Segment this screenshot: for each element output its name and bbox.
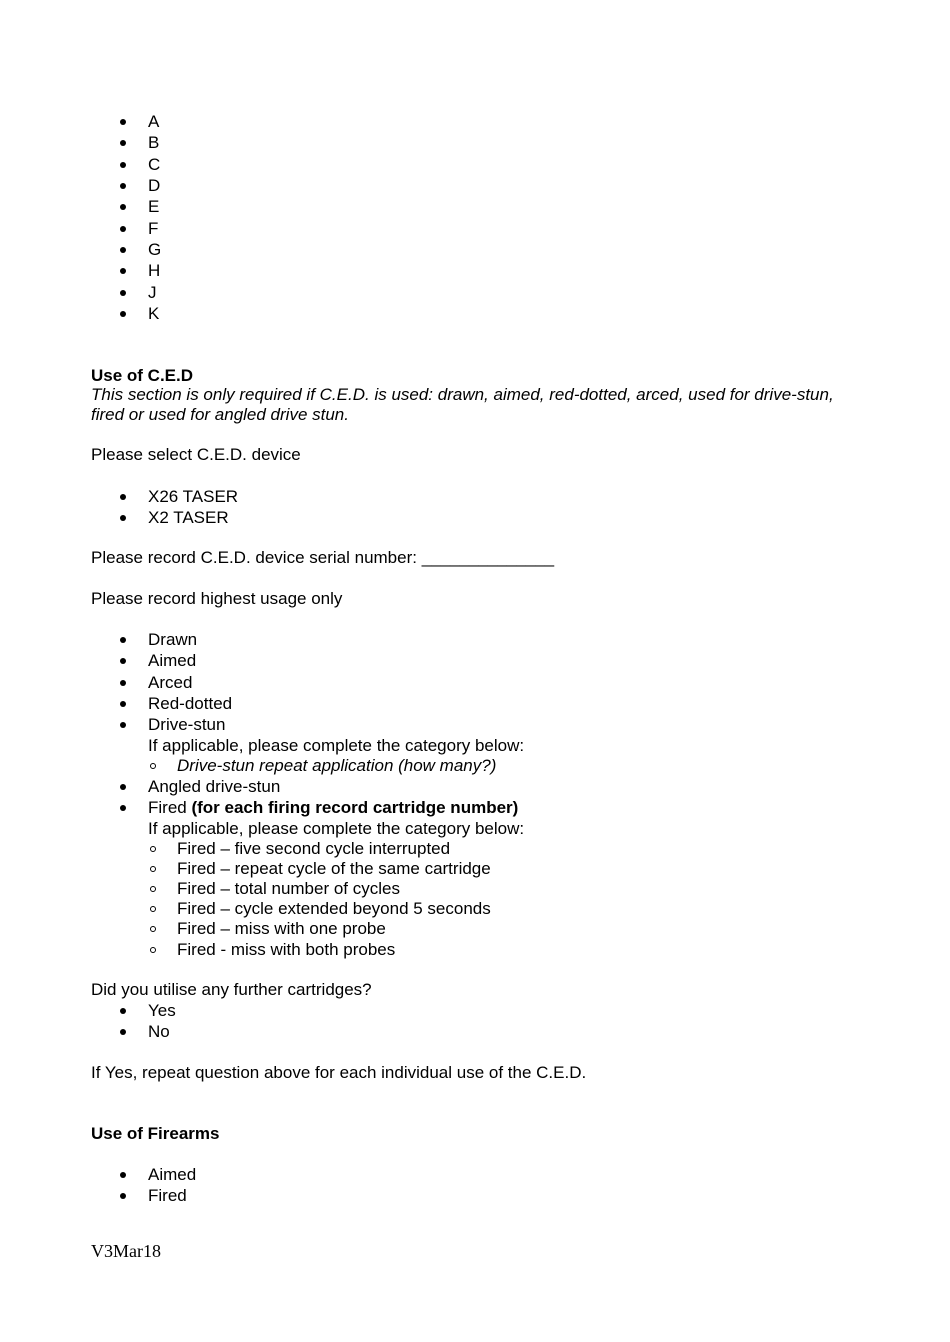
ced-intro-line2: fired or used for angled drive stun. <box>91 405 349 424</box>
bullet <box>120 701 126 707</box>
version-footer: V3Mar18 <box>91 1241 161 1261</box>
sub-bullet <box>150 947 156 953</box>
bullet <box>120 1008 126 1014</box>
list-item: K <box>148 304 160 323</box>
fired-note: If applicable, please complete the category below: <box>148 819 525 838</box>
list-item: D <box>148 176 161 195</box>
bullet <box>120 1029 126 1035</box>
further-option: No <box>148 1022 170 1041</box>
bullet <box>120 1193 126 1199</box>
fired-sub-item: Fired – repeat cycle of the same cartridge <box>177 859 491 878</box>
bullet <box>120 290 126 296</box>
usage-item-fired <box>148 797 518 818</box>
further-cartridges-prompt: Did you utilise any further cartridges? <box>91 980 372 999</box>
firearms-item: Aimed <box>148 1165 197 1184</box>
sub-bullet <box>150 926 156 932</box>
bullet <box>120 637 126 643</box>
fired-label: Fired <box>148 798 187 817</box>
drive-stun-sub-item: Drive-stun repeat application (how many?) <box>177 756 497 775</box>
fired-sub-item: Fired - miss with both probes <box>177 940 396 959</box>
bullet <box>120 680 126 686</box>
device-option: X2 TASER <box>148 508 229 527</box>
bullet <box>120 658 126 664</box>
drive-stun-note: If applicable, please complete the category below: <box>148 736 525 755</box>
fired-sub-item: Fired – miss with one probe <box>177 919 386 938</box>
fired-bold-note: (for each firing record cartridge number) <box>191 798 519 817</box>
bullet <box>120 268 126 274</box>
list-item: E <box>148 197 160 216</box>
bullet <box>120 204 126 210</box>
usage-item: Angled drive-stun <box>148 777 281 796</box>
further-option: Yes <box>148 1001 176 1020</box>
sub-bullet <box>150 886 156 892</box>
bullet <box>120 784 126 790</box>
list-item: A <box>148 112 160 131</box>
bullet <box>120 183 126 189</box>
firearms-item: Fired <box>148 1186 187 1205</box>
bullet <box>120 805 126 811</box>
usage-item: Drawn <box>148 630 198 649</box>
list-item: B <box>148 133 160 152</box>
sub-bullet <box>150 763 156 769</box>
fired-sub-item: Fired – five second cycle interrupted <box>177 839 451 858</box>
firearms-heading: Use of Firearms <box>91 1124 220 1143</box>
bullet <box>120 226 126 232</box>
list-item: G <box>148 240 162 259</box>
fired-sub-item: Fired – total number of cycles <box>177 879 400 898</box>
list-item: H <box>148 261 161 280</box>
usage-item: Arced <box>148 673 193 692</box>
bullet <box>120 162 126 168</box>
fired-sub-item: Fired – cycle extended beyond 5 seconds <box>177 899 491 918</box>
repeat-note: If Yes, repeat question above for each individual use of the C.E.D. <box>91 1063 587 1082</box>
bullet <box>120 140 126 146</box>
list-item: C <box>148 155 161 174</box>
usage-item: Red-dotted <box>148 694 233 713</box>
usage-item: Aimed <box>148 651 197 670</box>
bullet <box>120 311 126 317</box>
ced-heading: Use of C.E.D <box>91 366 194 385</box>
bullet <box>120 722 126 728</box>
sub-bullet <box>150 846 156 852</box>
bullet <box>120 1172 126 1178</box>
sub-bullet <box>150 866 156 872</box>
list-item: J <box>148 283 157 302</box>
bullet <box>120 119 126 125</box>
sub-bullet <box>150 906 156 912</box>
device-option: X26 TASER <box>148 487 239 506</box>
usage-item: Drive-stun <box>148 715 226 734</box>
list-item: F <box>148 219 159 238</box>
serial-number-prompt: Please record C.E.D. device serial number: ______________ <box>91 548 555 567</box>
bullet <box>120 247 126 253</box>
select-device-prompt: Please select C.E.D. device <box>91 445 301 464</box>
bullet <box>120 494 126 500</box>
usage-prompt: Please record highest usage only <box>91 589 343 608</box>
ced-intro-line1: This section is only required if C.E.D. is used: drawn, aimed, red-dotted, arced, used for drive-stun, <box>91 385 834 404</box>
bullet <box>120 515 126 521</box>
